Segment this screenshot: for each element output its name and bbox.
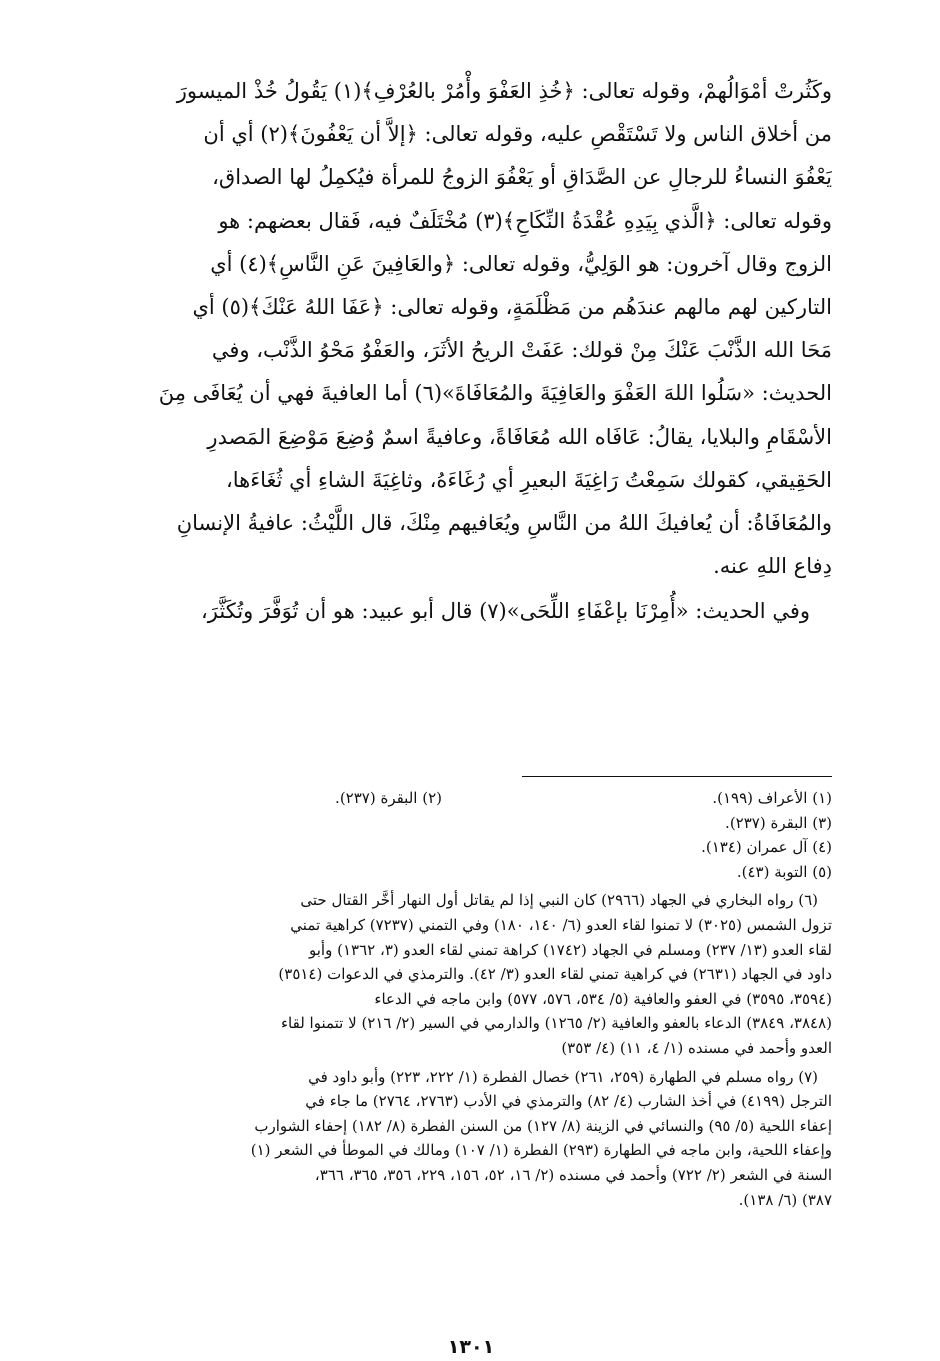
text-line: الزوج وقال آخرون: هو الوَلِيُّ، وقوله تعالى: ﴿والعَافِينَ عَنِ النَّاسِ﴾(٤) أي	[210, 251, 832, 276]
footnote-3: (٣) البقرة (٢٣٧).	[725, 813, 832, 832]
footnote-line: (٣٨٤٨، ٣٨٤٩) الدعاء بالعفو والعافية (٢/ ١٢٦٥) والدارمي في السير (٢/ ٢١٦) لا تتمنوا لقاء	[280, 1014, 832, 1033]
footnote-line: ٣٨٧) (٦/ ١٣٨).	[738, 1190, 832, 1209]
footnote-line: داود في الجهاد (٢٦٣١) في كراهية تمني لقاء العدو (٣/ ٤٢). والترمذي في الدعوات (٣٥١٤)	[278, 965, 832, 984]
footnote-line: العدو وأحمد في مسنده (١/ ٤، ١١) (٤/ ٣٥٣)	[561, 1038, 832, 1057]
footnote-line: (٦) رواه البخاري في الجهاد (٢٩٦٦) كان النبي إذا لم يقاتل أول النهار أخَّر القتال حتى	[300, 891, 818, 910]
book-page	[110, 70, 832, 1358]
text-line: وكَثُرتْ أمْوَالُهمْ، وقوله تعالى: ﴿خُذِ العَفْوَ وأْمُرْ بالعُرْفِ﴾(١) يَقُولُ خُذْ الميسورَ	[176, 79, 832, 103]
footnote-separator	[522, 776, 832, 777]
footnote-line: السنة في الشعر (٢/ ٧٢٢) وأحمد في مسنده (٢/ ١٦، ٥٢، ١٥٦، ٢٢٩، ٣٥٦، ٣٦٥، ٣٦٦،	[314, 1165, 832, 1184]
text-line: والمُعَافَاةُ: أن يُعافيكَ اللهُ من النَّاسِ ويُعَافيهم مِنْكَ، قال اللَّيْثُ: عافيةُ الإنسانِ	[176, 511, 832, 536]
text-line: الأسْقَامِ والبلايا، يقالُ: عَافَاه الله مُعَافَاةً، وعافيةً اسمٌ وُضِعَ مَوْضِعَ المَصدرِ	[207, 424, 832, 449]
footnote-5: (٥) التوبة (٤٣).	[736, 862, 832, 881]
footnote-line: الترجل (٤١٩٩) في أخذ الشارب (٤/ ٨٢) والترمذي في الأدب (٢٧٦٣، ٢٧٦٤) ما جاء في	[305, 1092, 832, 1111]
footnote-4: (٤) آل عمران (١٣٤).	[701, 838, 832, 857]
text-line: دِفاع اللهِ عنه.	[713, 554, 832, 579]
footnotes-section	[110, 786, 832, 1212]
footnote-line: (٧) رواه مسلم في الطهارة (٢٥٩، ٢٦١) خصال الفطرة (١/ ٢٢٢، ٢٢٣) وأبو داود في	[308, 1067, 818, 1086]
footnote-line: لقاء العدو (١٣/ ٢٣٧) ومسلم في الجهاد (١٧٤٢) كراهة تمني لقاء العدو (٣، ١٣٦٢) وأبو	[309, 940, 832, 959]
text-line: مَحَا الله الذَّنْبَ عَنْكَ مِنْ قولك: عَفَتْ الريحُ الأثَرَ، والعَفْوُ مَحْوُ الذَّنْب، وفي	[211, 338, 832, 363]
text-line: من أخلاق الناس ولا تَسْتَقْصِ عليه، وقوله تعالى: ﴿إلاَّ أن يَعْفُونَ﴾(٢) أي أن	[203, 122, 832, 147]
footnote-line: وإعفاء اللحية، وابن ماجه في الطهارة (٢٩٣) الفطرة (١/ ١٠٧) ومالك في الموطأ في الشعر (١)	[250, 1141, 832, 1160]
text-line: وفي الحديث: «أُمِرْنَا بإعْفَاءِ اللِّحَى»(٧) قال أبو عبيد: هو أن تُوَفَّرَ وتُكَثَّرَ،	[201, 599, 810, 624]
footnote-6	[110, 888, 832, 1060]
text-line: الحديث: «سَلُوا اللهَ العَفْوَ والعَافِيَةَ والمُعَافَاةَ»(٦) أما العافيةَ فهي أن يُعَافَى مِنَ	[158, 381, 832, 406]
footnote-line: إعفاء اللحية (٥/ ٩٥) والنسائي في الزينة (٨/ ١٢٧) من السنن الفطرة (٨/ ١٨٢) إحفاء الشوارب	[254, 1116, 832, 1135]
paragraph-1	[110, 70, 832, 588]
text-line: الحَقِيقي، كقولك سَمِعْتُ رَاغِيَةَ البعيرِ أي رُغَاءَهُ، وثاغِيَةَ الشاءِ أي ثُغَاءَها،	[225, 467, 832, 492]
page-number: ١٣٠١	[447, 1336, 495, 1358]
footnote-line: تزول الشمس (٣٠٢٥) لا تمنوا لقاء العدو (٦/ ١٤٠، ١٨٠) وفي التمني (٧٢٣٧) كراهية تمني	[290, 915, 832, 934]
main-text-body	[110, 70, 832, 634]
footnote-row	[110, 786, 832, 811]
footnote-line: (٣٥٩٤، ٣٥٩٥) في العفو والعافية (٥/ ٥٣٤، ٥٧٦، ٥٧٧) وابن ماجه في الدعاء	[374, 989, 832, 1008]
footnote-2: (٢) البقرة (٢٣٧).	[335, 789, 442, 807]
text-line: يَعْفُوَ النساءُ للرجالِ عن الصَّدَاقِ أو يَعْفُوَ الزوجُ للمرأة فيُكمِلُ لها الصداق،	[212, 165, 832, 190]
text-line: وقوله تعالى: ﴿الَّذي بِيَدِهِ عُقْدَةُ النِّكَاحِ﴾(٣) مُخْتَلَفٌ فيه، فَقال بعضهم: هو	[218, 208, 832, 233]
footnote-1: (١) الأعراف (١٩٩).	[712, 789, 832, 807]
footnote-7	[110, 1065, 832, 1213]
paragraph-2	[110, 590, 832, 633]
text-line: التاركين لهم مالهم عندَهُم من مَظْلَمَةٍ، وقوله تعالى: ﴿عَفَا اللهُ عَنْكَ﴾(٥) أي	[192, 295, 832, 320]
